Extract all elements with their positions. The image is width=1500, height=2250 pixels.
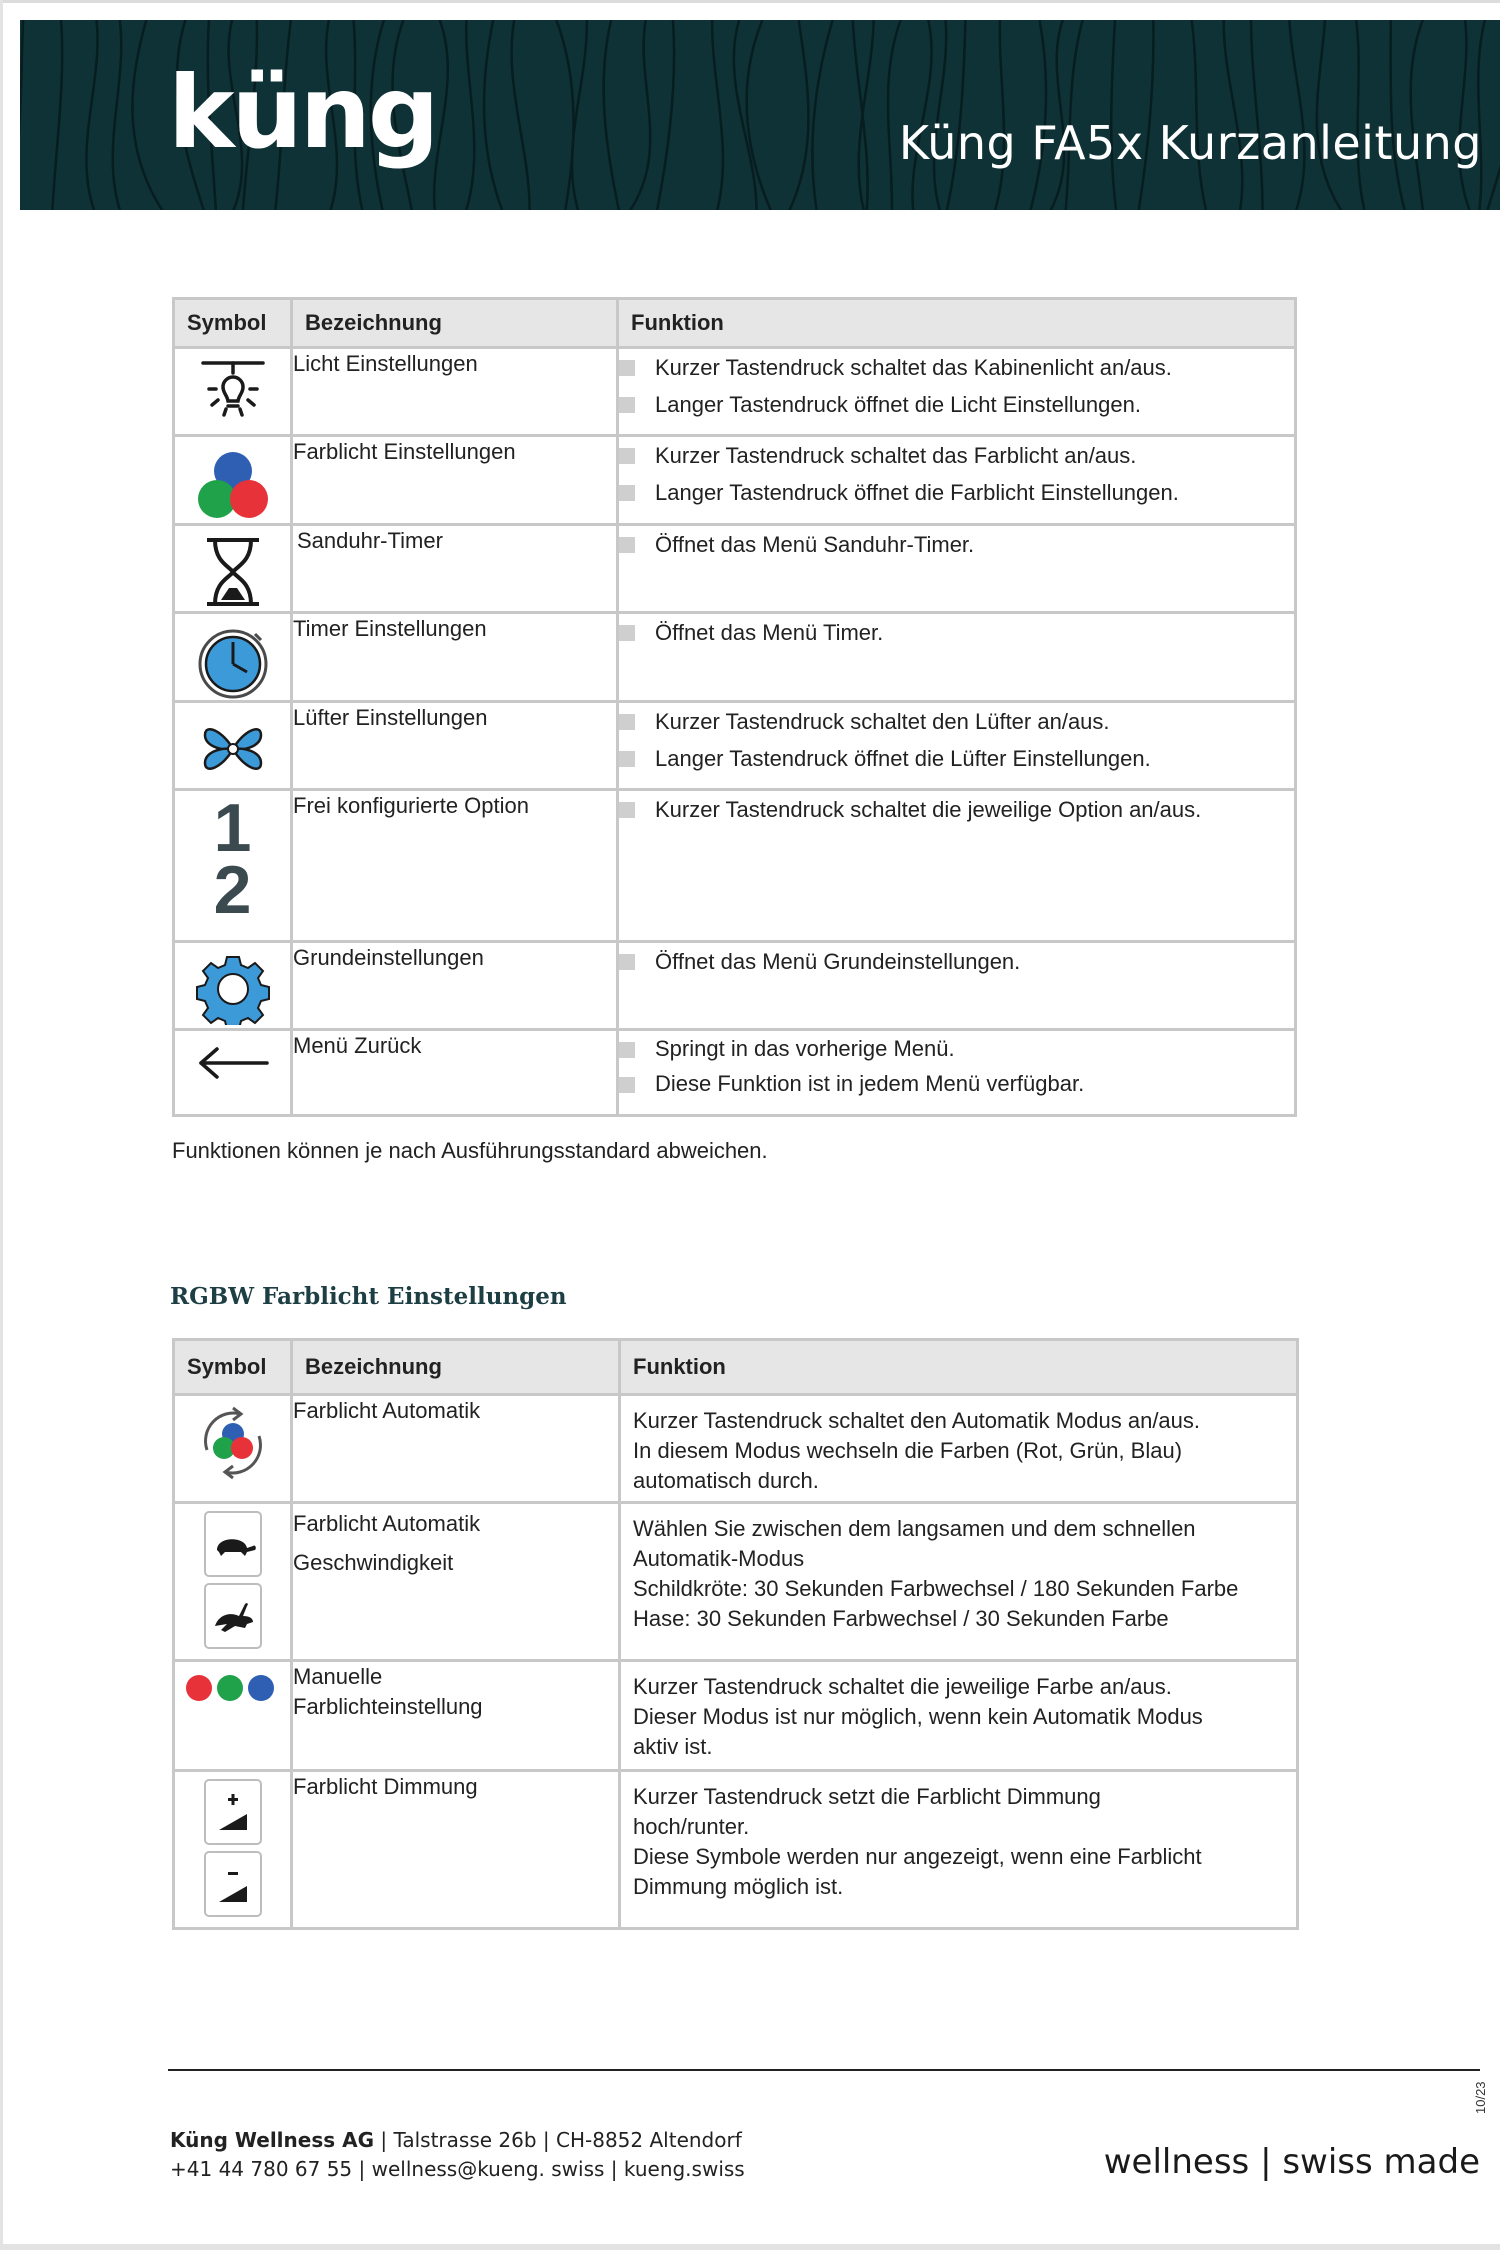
table-header-row: [174, 299, 1296, 348]
table-row: [174, 942, 1296, 1030]
bullet-square: [619, 954, 635, 970]
function-text: Langer Tastendruck öffnet die Lüfter Einstellungen.: [655, 746, 1151, 771]
row-name: [292, 1503, 620, 1661]
table-row: [174, 1661, 1298, 1771]
bullet-square: [619, 537, 635, 553]
function-table: [172, 297, 1297, 1117]
column-header-bezeichnung: Bezeichnung: [292, 299, 618, 348]
kueng-logo: küng: [168, 54, 437, 171]
light-bulb-icon: [175, 359, 290, 429]
row-name: Menü Zurück: [292, 1030, 618, 1116]
table-row: [174, 702, 1296, 790]
column-header-funktion: Funktion: [620, 1340, 1298, 1395]
function-line: hoch/runter.: [633, 1814, 750, 1839]
function-text: Kurzer Tastendruck schaltet das Kabinenlicht an/aus.: [655, 355, 1172, 380]
gear-icon: [175, 953, 290, 1025]
function-text: Kurzer Tastendruck schaltet die jeweilige Option an/aus.: [655, 797, 1202, 822]
function-text: Langer Tastendruck öffnet die Farblicht Einstellungen.: [655, 480, 1179, 505]
option-1-2-icon: [175, 790, 290, 928]
rgbw-table: [172, 1338, 1299, 1930]
date-code: 10/23: [1473, 2081, 1488, 2114]
function-line: Diese Symbole werden nur angezeigt, wenn eine Farblicht: [633, 1844, 1202, 1869]
header-banner: [20, 20, 1500, 210]
row-name: Farblicht Einstellungen: [292, 436, 618, 525]
table-row: [174, 525, 1296, 613]
company-name: Küng Wellness AG: [170, 2128, 374, 2152]
table-row: [174, 1030, 1296, 1116]
rgb-color-light-icon: [175, 447, 290, 523]
function-text: Öffnet das Menü Sanduhr-Timer.: [655, 532, 975, 557]
footer-divider: [168, 2069, 1480, 2071]
name-line: Farblicht Automatik: [293, 1511, 481, 1536]
turtle-hare-speed-icon: [175, 1508, 290, 1656]
bullet-square: [619, 1042, 635, 1058]
row-name: Grundeinstellungen: [292, 942, 618, 1030]
column-header-bezeichnung: Bezeichnung: [292, 1340, 620, 1395]
bullet-square: [619, 802, 635, 818]
function-line: Kurzer Tastendruck setzt die Farblicht Dimmung: [633, 1784, 1101, 1809]
function-text: Kurzer Tastendruck schaltet das Farblicht an/aus.: [655, 443, 1137, 468]
footer-address: [170, 2126, 745, 2184]
table-row: [174, 790, 1296, 942]
footer-tagline: wellness | swiss made: [1103, 2142, 1480, 2182]
color-auto-cycle-icon: [175, 1406, 290, 1480]
name-line: Manuelle: [293, 1664, 383, 1689]
function-text: Diese Funktion ist in jedem Menü verfügbar.: [655, 1071, 1085, 1096]
stopwatch-icon: [175, 624, 290, 700]
table-row: [174, 348, 1296, 436]
name-line: Geschwindigkeit: [293, 1550, 454, 1575]
bullet-square: [619, 1077, 635, 1093]
footnote: Funktionen können je nach Ausführungsstandard abweichen.: [172, 1138, 768, 1163]
function-line: Wählen Sie zwischen dem langsamen und dem schnellen: [633, 1516, 1196, 1541]
company-contact: +41 44 780 67 55 | wellness@kueng. swiss | kueng.swiss: [170, 2157, 745, 2181]
name-line: Farblicht Dimmung: [293, 1774, 478, 1799]
function-text: Öffnet das Menü Timer.: [655, 620, 884, 645]
function-line: Kurzer Tastendruck schaltet den Automatik Modus an/aus.: [633, 1408, 1201, 1433]
column-header-funktion: Funktion: [618, 299, 1296, 348]
hourglass-icon: [175, 536, 290, 608]
table-row: [174, 1771, 1298, 1929]
function-line: In diesem Modus wechseln die Farben (Rot, Grün, Blau): [633, 1438, 1183, 1463]
arrow-left-icon: [175, 1043, 290, 1083]
row-name: Sanduhr-Timer: [292, 525, 618, 613]
function-line: Hase: 30 Sekunden Farbwechsel / 30 Sekunden Farbe: [633, 1606, 1169, 1631]
bullet-square: [619, 485, 635, 501]
function-line: aktiv ist.: [633, 1734, 713, 1759]
row-name: Licht Einstellungen: [292, 348, 618, 436]
function-line: Automatik-Modus: [633, 1546, 805, 1571]
bullet-square: [619, 625, 635, 641]
row-name: [292, 1661, 620, 1771]
row-name: Timer Einstellungen: [292, 613, 618, 702]
row-name: [292, 1395, 620, 1503]
table-row: [174, 1395, 1298, 1503]
option-digit-2: 2: [213, 852, 252, 928]
document-title: Küng FA5x Kurzanleitung: [898, 116, 1482, 170]
page-border-top: [0, 0, 1500, 3]
page-border-bottom: [0, 2244, 1500, 2250]
function-line: Dimmung möglich ist.: [633, 1874, 844, 1899]
function-line: Kurzer Tastendruck schaltet die jeweilige Farbe an/aus.: [633, 1674, 1172, 1699]
function-text: Kurzer Tastendruck schaltet den Lüfter an/aus.: [655, 709, 1110, 734]
table-row: [174, 1503, 1298, 1661]
company-address: | Talstrasse 26b | CH-8852 Altendorf: [374, 2128, 742, 2152]
name-line: Farblicht Automatik: [293, 1398, 481, 1423]
column-header-symbol: Symbol: [174, 1340, 292, 1395]
function-text: Springt in das vorherige Menü.: [655, 1036, 955, 1061]
function-text: Langer Tastendruck öffnet die Licht Einstellungen.: [655, 392, 1141, 417]
rgb-dots-icon: [175, 1670, 290, 1706]
table-header-row: [174, 1340, 1298, 1395]
bullet-square: [619, 360, 635, 376]
bullet-square: [619, 714, 635, 730]
dimming-plus-minus-icon: [175, 1776, 290, 1924]
row-name: Lüfter Einstellungen: [292, 702, 618, 790]
page-border-left: [0, 0, 3, 2250]
row-name: Frei konfigurierte Option: [292, 790, 618, 942]
bullet-square: [619, 397, 635, 413]
name-line: Farblichteinstellung: [293, 1694, 483, 1719]
bullet-square: [619, 751, 635, 767]
table-row: [174, 436, 1296, 525]
fan-icon: [175, 713, 290, 785]
function-line: Schildkröte: 30 Sekunden Farbwechsel / 180 Sekunden Farbe: [633, 1576, 1239, 1601]
function-text: Öffnet das Menü Grundeinstellungen.: [655, 949, 1021, 974]
function-line: automatisch durch.: [633, 1468, 819, 1493]
table-row: [174, 613, 1296, 702]
function-line: Dieser Modus ist nur möglich, wenn kein Automatik Modus: [633, 1704, 1203, 1729]
row-name: [292, 1771, 620, 1929]
column-header-symbol: Symbol: [174, 299, 292, 348]
bullet-square: [619, 448, 635, 464]
section-title: RGBW Farblicht Einstellungen: [170, 1283, 567, 1310]
option-digit-1: 1: [213, 790, 252, 866]
